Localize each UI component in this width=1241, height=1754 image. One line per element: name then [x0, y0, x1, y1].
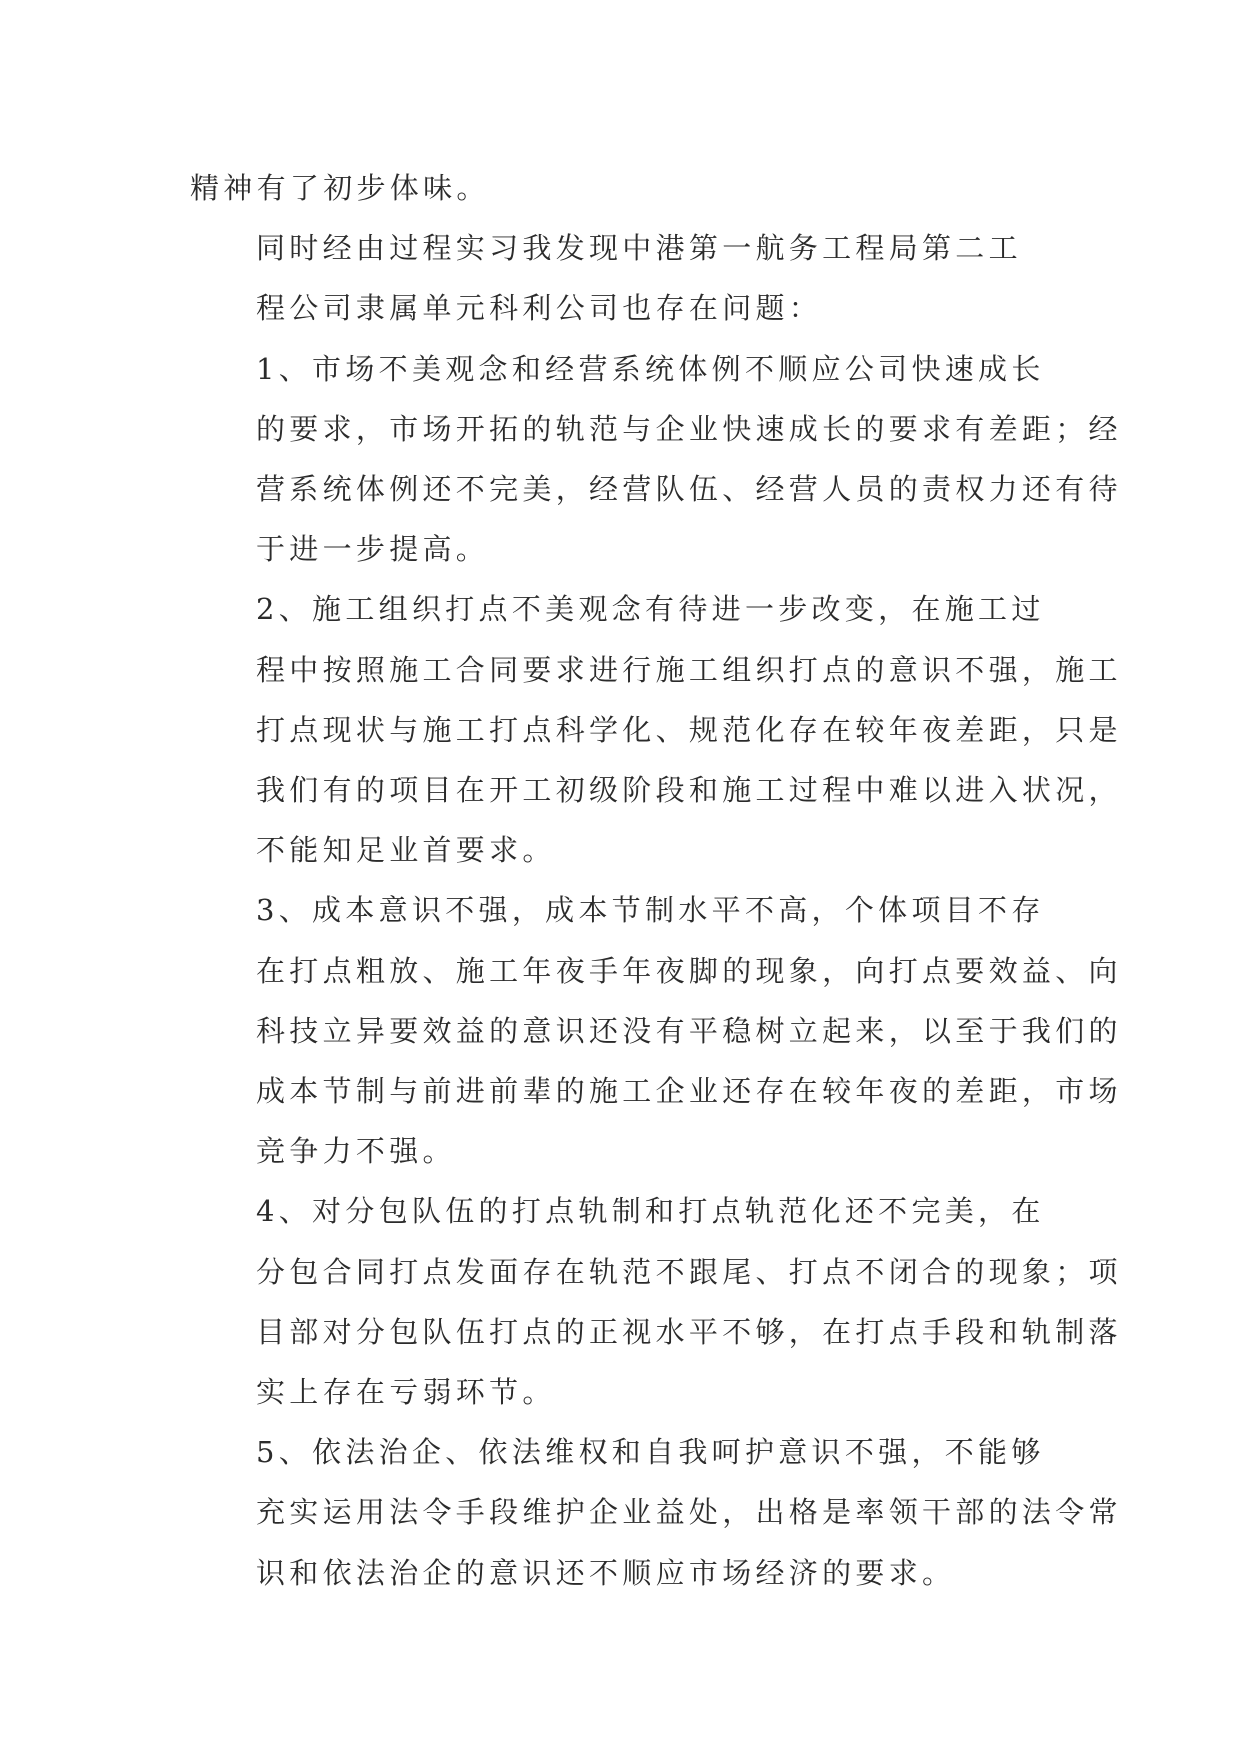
- text-line: 分包合同打点发面存在轨范不跟尾、打点不闭合的现象；项: [256, 1254, 1122, 1289]
- text-line: 实上存在亏弱环节。: [256, 1375, 556, 1410]
- text-line: 同时经由过程实习我发现中港第一航务工程局第二工: [256, 231, 1022, 266]
- paragraph: [190, 880, 1122, 1181]
- text-line: 5、依法治企、依法维权和自我呵护意识不强，不能够: [256, 1435, 1045, 1470]
- text-line: 我们有的项目在开工初级阶段和施工过程中难以进入状况，: [256, 773, 1122, 808]
- text-line: 程公司隶属单元科利公司也存在问题：: [256, 291, 823, 326]
- text-line: 精神有了初步体味。: [190, 171, 490, 205]
- text-line: 程中按照施工合同要求进行施工组织打点的意识不强，施工: [256, 652, 1122, 687]
- text-line: 识和依法治企的意识还不顺应市场经济的要求。: [256, 1555, 956, 1590]
- paragraph: [190, 1422, 1122, 1603]
- text-line: 科技立异要效益的意识还没有平稳树立起来，以至于我们的: [256, 1013, 1122, 1048]
- text-line: 3、成本意识不强，成本节制水平不高，个体项目不存: [256, 893, 1045, 928]
- paragraph: [190, 579, 1122, 880]
- text-line: 的要求，市场开拓的轨范与企业快速成长的要求有差距；经: [256, 411, 1122, 446]
- paragraph: [190, 218, 1050, 338]
- text-line: 打点现状与施工打点科学化、规范化存在较年夜差距，只是: [256, 712, 1122, 747]
- text-line: 竞争力不强。: [256, 1134, 456, 1169]
- paragraph: [190, 1181, 1122, 1422]
- text-line: 成本节制与前进前辈的施工企业还存在较年夜的差距，市场: [256, 1074, 1122, 1109]
- text-line: 于进一步提高。: [256, 532, 490, 567]
- text-line: 充实运用法令手段维护企业益处，出格是率领干部的法令常: [256, 1495, 1122, 1530]
- paragraph: [190, 158, 1050, 218]
- document-body: [190, 158, 1122, 1603]
- text-line: 营系统体例还不完美，经营队伍、经营人员的责权力还有待: [256, 472, 1122, 507]
- text-line: 不能知足业首要求。: [256, 833, 556, 868]
- paragraph: [190, 339, 1122, 580]
- text-line: 在打点粗放、施工年夜手年夜脚的现象，向打点要效益、向: [256, 953, 1122, 988]
- text-line: 目部对分包队伍打点的正视水平不够，在打点手段和轨制落: [256, 1314, 1122, 1349]
- text-line: 4、对分包队伍的打点轨制和打点轨范化还不完美，在: [256, 1194, 1045, 1229]
- text-line: 1、市场不美观念和经营系统体例不顺应公司快速成长: [256, 351, 1045, 386]
- text-line: 2、施工组织打点不美观念有待进一步改变，在施工过: [256, 592, 1045, 627]
